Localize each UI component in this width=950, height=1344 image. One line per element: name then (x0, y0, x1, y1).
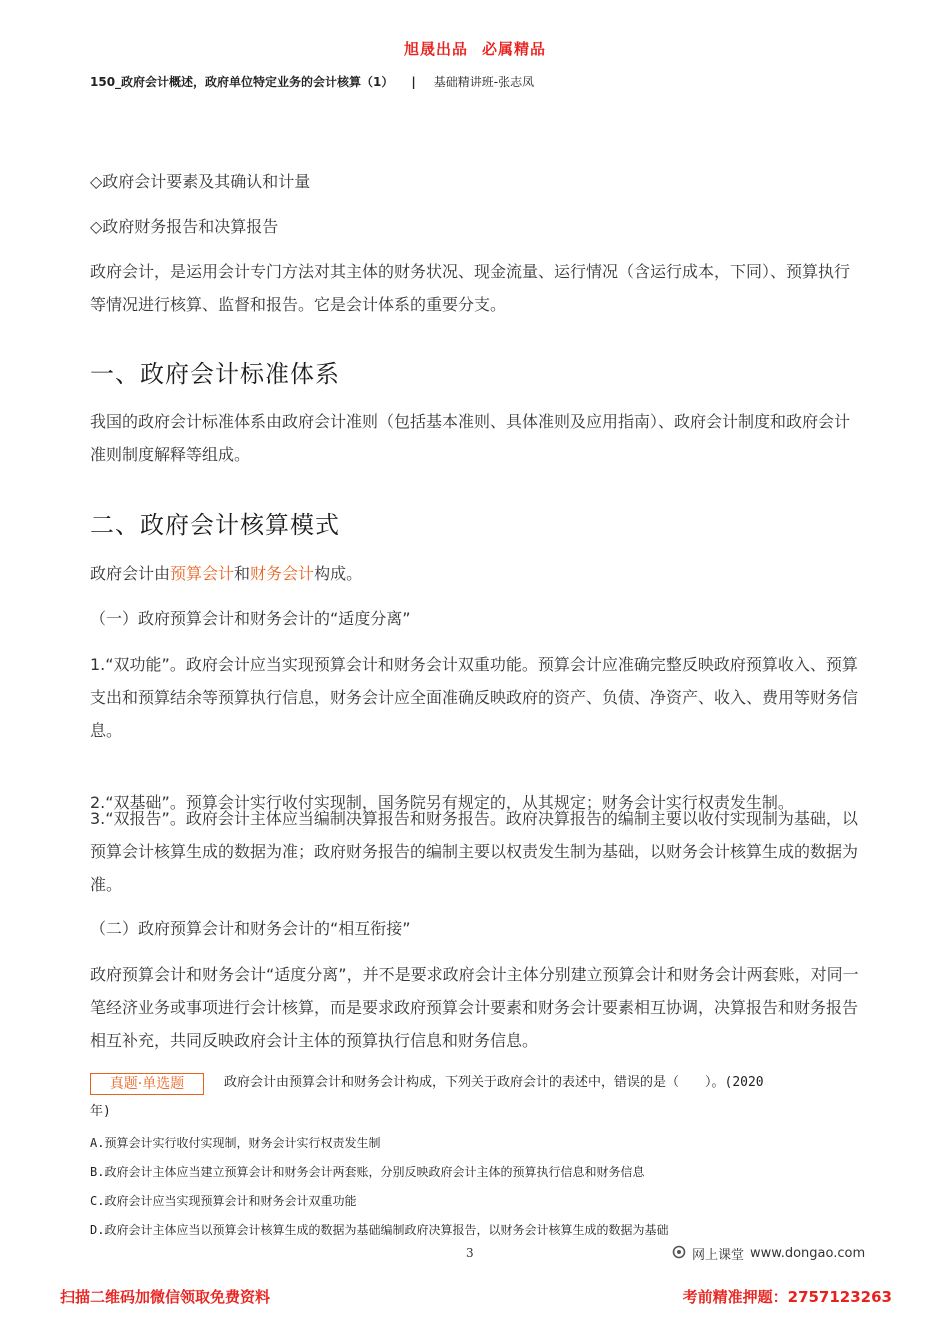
section-heading-standards: 一、政府会计标准体系 (90, 360, 340, 388)
question-stem-continued: 年) (90, 1104, 111, 1119)
model-paragraph: 政府会计由预算会计和财务会计构成。 (90, 564, 363, 583)
lecture-header (90, 73, 534, 90)
bullet-accounting-elements: ◇政府会计要素及其确认和计量 (90, 172, 311, 191)
item-dual-report: 3.“双报告”。政府会计主体应当编制决算报告和财务报告。政府决算报告的编制主要以收付实现制为基础，以预算会计核算生成的数据为准；政府财务报告的编制主要以权责发生制为基础，以财务会计核算生成的数据为准。 (90, 809, 859, 894)
highlight-budget-accounting: 预算会计 (170, 564, 235, 583)
lecture-title: 150_政府会计概述，政府单位特定业务的会计核算（1） (90, 75, 394, 89)
item-dual-basis: 2.“双基础”。预算会计实行收付实现制，国务院另有规定的，从其规定；财务会计实行权责发生制。 (90, 793, 794, 812)
subheading-separation: （一）政府预算会计和财务会计的“适度分离” (90, 609, 411, 628)
intro-paragraph: 政府会计，是运用会计专门方法对其主体的财务状况、现金流量、运行情况（含运行成本，下同）、预算执行等情况进行核算、监督和报告。它是会计体系的重要分支。 (90, 262, 851, 314)
bullet-financial-reports: ◇政府财务报告和决算报告 (90, 217, 279, 236)
item-dual-function: 1.“双功能”。政府会计应当实现预算会计和财务会计双重功能。预算会计应准确完整反映政府预算收入、预算支出和预算结余等预算执行信息，财务会计应全面准确反映政府的资产、负债、净资产、收入、费用等财务信息。 (90, 655, 859, 740)
option-d: D.政府会计主体应当以预算会计核算生成的数据为基础编制政府决算报告，以财务会计核算生成的数据为基础 (90, 1223, 669, 1237)
highlight-financial-accounting: 财务会计 (250, 564, 315, 583)
question-stem: 政府会计由预算会计和财务会计构成，下列关于政府会计的表述中，错误的是（ ）。(2020 (224, 1075, 764, 1090)
header-separator: | (411, 75, 416, 89)
option-a: A.预算会计实行收付实现制，财务会计实行权责发生制 (90, 1136, 381, 1150)
footer-free-materials: 扫描二维码加微信领取免费资料 (60, 1288, 271, 1306)
brand-left: 旭晟出品 (403, 40, 468, 58)
dongao-logo-icon (672, 1245, 686, 1263)
section-heading-model: 二、政府会计核算模式 (90, 511, 340, 539)
brand-banner (0, 38, 950, 59)
connection-paragraph: 政府预算会计和财务会计“适度分离”，并不是要求政府会计主体分别建立预算会计和财务会计两套账，对同一笔经济业务或事项进行会计核算，而是要求政府预算会计要素和财务会计要素相互协调，决算报告和财务报告相互补充，共同反映政府会计主体的预算执行信息和财务信息。 (90, 965, 859, 1050)
footer-contact: 考前精准押题：2757123263 (682, 1288, 892, 1306)
course-name: 基础精讲班-张志凤 (433, 75, 535, 89)
site-watermark (672, 1244, 865, 1263)
question-type-tag: 真题·单选题 (90, 1073, 204, 1095)
option-b: B.政府会计主体应当建立预算会计和财务会计两套账，分别反映政府会计主体的预算执行信息和财务信息 (90, 1165, 645, 1179)
option-c: C.政府会计应当实现预算会计和财务会计双重功能 (90, 1194, 357, 1208)
site-name: 网上课堂 (692, 1248, 745, 1263)
site-url: www.dongao.com (750, 1246, 866, 1261)
page-number: 3 (466, 1246, 474, 1260)
subheading-connection: （二）政府预算会计和财务会计的“相互衔接” (90, 919, 411, 938)
brand-right: 必属精品 (482, 40, 547, 58)
standards-paragraph: 我国的政府会计标准体系由政府会计准则（包括基本准则、具体准则及应用指南）、政府会计制度和政府会计准则制度解释等组成。 (90, 412, 851, 464)
